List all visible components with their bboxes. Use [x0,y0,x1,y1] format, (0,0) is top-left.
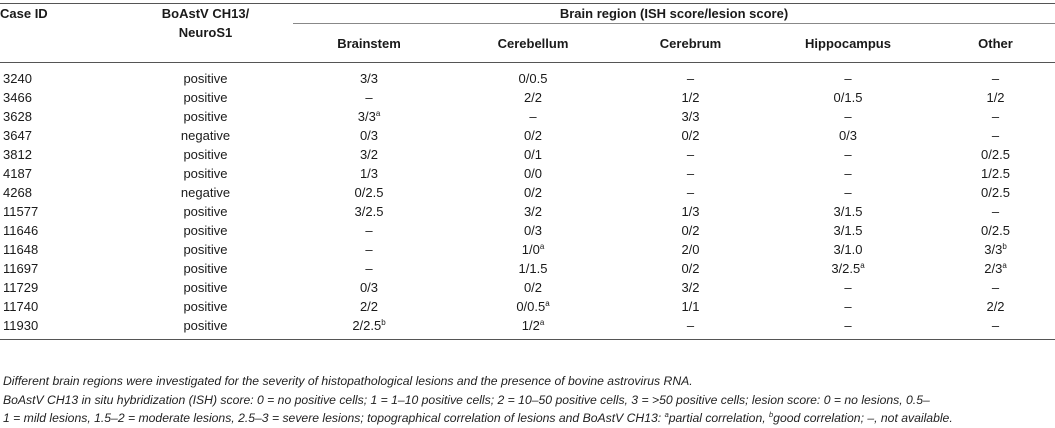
score-cell [760,297,936,316]
correlation-superscript: a [539,242,545,251]
score-cell [760,126,936,145]
score-cell [445,63,621,89]
score-cell [936,145,1055,164]
score-value: 2/2 [523,90,543,105]
score-value: – [365,223,373,238]
correlation-superscript: b [1002,242,1007,251]
score-cell [621,107,760,126]
score-value: – [686,318,695,333]
score-value: 0/1.5 [833,90,863,105]
table-row [0,164,1055,183]
score-value: 0/0.5 [518,71,548,86]
score-cell [760,164,936,183]
score-value: – [365,90,373,105]
score-value: 3/2 [523,204,543,219]
status-cell: positive [183,223,228,238]
score-value: – [844,185,852,200]
score-value: 0/2 [681,223,700,238]
score-cell [293,240,445,259]
footnote-line-3-text: 1 = mild lesions, 1.5–2 = moderate lesions, 2.5–3 = severe lesions; topographical correlation of lesions and BoAstV CH13: [3,411,665,425]
table-row [0,145,1055,164]
score-cell [621,202,760,221]
score-value: 1/0 [521,242,540,257]
score-cell [621,297,760,316]
table-row [0,316,1055,340]
header-region-cerebrum: Cerebrum [621,24,760,63]
table-row [0,297,1055,316]
table-row [0,240,1055,259]
case-id-cell: 4187 [3,166,32,181]
score-value: 2/3 [984,261,1003,276]
score-value: 1/1.5 [518,261,548,276]
case-id-cell: 3628 [3,109,32,124]
score-cell [760,145,936,164]
score-value: 2/2 [359,299,379,314]
footnote-sup-b: b [769,410,774,419]
score-cell [760,63,936,89]
footnote-sup-a: a [664,410,669,419]
status-cell: negative [180,185,231,200]
score-cell [621,316,760,340]
header-region-other: Other [936,24,1055,63]
score-value: 0/2.5 [981,185,1010,200]
table-row [0,183,1055,202]
score-cell [621,240,760,259]
score-value: – [991,280,1000,295]
score-value: 0/2 [523,185,543,200]
score-cell [621,221,760,240]
score-cell [293,259,445,278]
status-cell: positive [183,109,228,124]
case-id-cell: 3466 [3,90,32,105]
score-value: 0/0 [523,166,543,181]
score-cell [760,107,936,126]
score-value: – [844,299,852,314]
footnote-line-2: BoAstV CH13 in situ hybridization (ISH) score: 0 = no positive cells; 1 = 1–10 positive cells; 2 = 10–50 positive cells, 3 = >50 positive cells; lesion score: 0 = no lesions, 0.5– [3,392,930,407]
score-cell [293,316,445,340]
score-cell [445,202,621,221]
case-id-cell: 11646 [3,223,39,238]
case-id-cell: 11930 [0,316,118,340]
score-value: 3/2.5 [354,204,384,219]
status-cell: positive [183,242,228,257]
table-row [0,278,1055,297]
status-cell: positive [183,299,228,314]
score-cell [293,202,445,221]
score-cell [760,221,936,240]
status-cell: positive [183,147,228,162]
score-cell [936,278,1055,297]
score-cell [293,278,445,297]
table-body [0,63,1055,340]
table-row [0,221,1055,240]
score-cell [445,145,621,164]
score-cell [293,164,445,183]
table-footnotes [3,372,1053,428]
header-boastv [118,4,293,63]
status-cell: positive [183,71,228,86]
score-value: – [844,109,852,124]
score-cell [621,164,760,183]
case-id-cell: 11577 [3,204,39,219]
score-cell [621,259,760,278]
score-cell [445,221,621,240]
score-cell [936,183,1055,202]
header-brain-region: Brain region (ISH score/lesion score) [293,4,1055,24]
score-value: 2/2 [986,299,1005,314]
score-value: 0/2 [523,128,543,143]
score-value: – [844,318,852,333]
score-value: 0/2 [523,280,543,295]
score-value: 3/3 [359,71,379,86]
case-id-cell: 3240 [3,71,32,86]
score-cell [936,202,1055,221]
score-cell [936,316,1055,340]
score-value: 3/2 [681,280,700,295]
score-cell [936,107,1055,126]
score-value: 1/1 [681,299,700,314]
score-value: 3/1.5 [833,223,863,238]
footnote-partial: partial correlation, [668,411,769,425]
case-id-cell: 3812 [3,147,32,162]
status-cell: positive [183,204,228,219]
score-value: – [686,185,695,200]
score-value: – [844,166,852,181]
correlation-superscript: a [860,261,865,270]
score-value: 1/2.5 [981,166,1010,181]
score-value: 0/2.5 [981,223,1010,238]
score-value: 3/2.5 [831,261,861,276]
score-value: – [844,147,852,162]
score-cell [293,221,445,240]
score-value: – [686,71,695,86]
score-cell [760,278,936,297]
score-value: 0/3 [359,280,379,295]
score-value: 1/2 [521,318,540,333]
score-cell [936,240,1055,259]
header-region-cerebellum: Cerebellum [445,24,621,63]
score-value: 0/3 [523,223,543,238]
score-cell [445,183,621,202]
score-cell [760,316,936,340]
score-cell [621,145,760,164]
case-id-cell: 4268 [3,185,32,200]
header-case-id: Case ID [0,4,118,63]
case-id-cell: 11740 [3,299,39,314]
score-value: 0/2 [681,261,700,276]
status-cell: positive [183,90,228,105]
score-value: 0/3 [359,128,379,143]
score-value: – [365,261,373,276]
score-cell [621,183,760,202]
correlation-superscript: a [1002,261,1007,270]
score-cell [293,88,445,107]
score-cell [445,278,621,297]
score-value: 0/1 [523,147,543,162]
score-value: 3/1.5 [833,204,863,219]
status-cell: negative [180,128,231,143]
table-row [0,259,1055,278]
score-value: 3/3 [357,109,376,124]
score-value: – [365,242,373,257]
table-row [0,107,1055,126]
table-row [0,202,1055,221]
score-value: – [686,166,695,181]
score-cell [445,297,621,316]
score-value: 0/2 [681,128,700,143]
case-id-cell: 11729 [3,280,39,295]
data-table [0,3,1055,340]
correlation-superscript: b [381,318,386,327]
score-value: – [991,204,1000,219]
score-cell [445,107,621,126]
score-cell [760,183,936,202]
table-row [0,88,1055,107]
score-cell [936,259,1055,278]
score-cell [621,126,760,145]
score-value: 0/2.5 [354,185,384,200]
score-cell [445,88,621,107]
score-value: 3/2 [359,147,379,162]
header-region-hippocampus: Hippocampus [760,24,936,63]
score-cell [760,240,936,259]
score-value: – [991,318,1000,333]
correlation-superscript: a [375,109,381,118]
footnote-line-1: Different brain regions were investigated for the severity of histopathological lesions and the presence of bovine astrovirus RNA. [3,374,693,388]
score-value: – [991,109,1000,124]
score-value: 2/2.5 [352,318,382,333]
table-row [0,126,1055,145]
header-boastv-line1: BoAstV CH13/ [161,6,250,21]
score-cell [936,297,1055,316]
score-value: – [686,147,695,162]
score-cell [445,240,621,259]
score-cell [621,88,760,107]
footnote-good: good correlation; –, not available. [773,411,953,425]
score-cell [293,145,445,164]
score-cell [936,126,1055,145]
case-id-cell: 3647 [3,128,32,143]
score-value: 1/2 [986,90,1005,105]
header-region-brainstem: Brainstem [293,24,445,63]
score-value: 3/3 [681,109,700,124]
score-value: 1/3 [359,166,379,181]
score-value: – [991,71,1000,86]
score-value: – [991,128,1000,143]
score-cell [445,126,621,145]
score-cell [293,107,445,126]
score-cell [293,183,445,202]
table-row [0,63,1055,89]
score-cell [936,164,1055,183]
score-value: 2/0 [681,242,700,257]
score-cell [445,164,621,183]
score-cell [293,297,445,316]
score-value: – [844,280,852,295]
score-cell [621,63,760,89]
score-value: – [844,71,852,86]
status-cell: positive [183,280,228,295]
correlation-superscript: a [539,318,545,327]
footnote-line-3 [3,409,1053,428]
score-cell [445,316,621,340]
score-cell [760,259,936,278]
score-cell [293,126,445,145]
status-cell: positive [183,166,228,181]
status-cell: positive [183,261,228,276]
score-value: 3/3 [984,242,1003,257]
score-value: 0/3 [838,128,858,143]
score-value: 0/2.5 [981,147,1010,162]
score-cell [936,63,1055,89]
score-cell [936,221,1055,240]
score-cell [445,259,621,278]
header-boastv-line2: NeuroS1 [178,25,233,40]
score-cell [760,202,936,221]
score-cell [293,63,445,89]
score-cell [936,88,1055,107]
score-value: 1/2 [681,90,700,105]
score-cell [760,88,936,107]
status-cell: positive [118,316,293,340]
case-id-cell: 11697 [3,261,39,276]
score-value: 3/1.0 [833,242,863,257]
correlation-superscript: a [545,299,550,308]
score-cell [621,278,760,297]
score-value: – [529,109,537,124]
case-id-cell: 11648 [3,242,39,257]
score-value: 1/3 [681,204,700,219]
score-value: 0/0.5 [516,299,546,314]
